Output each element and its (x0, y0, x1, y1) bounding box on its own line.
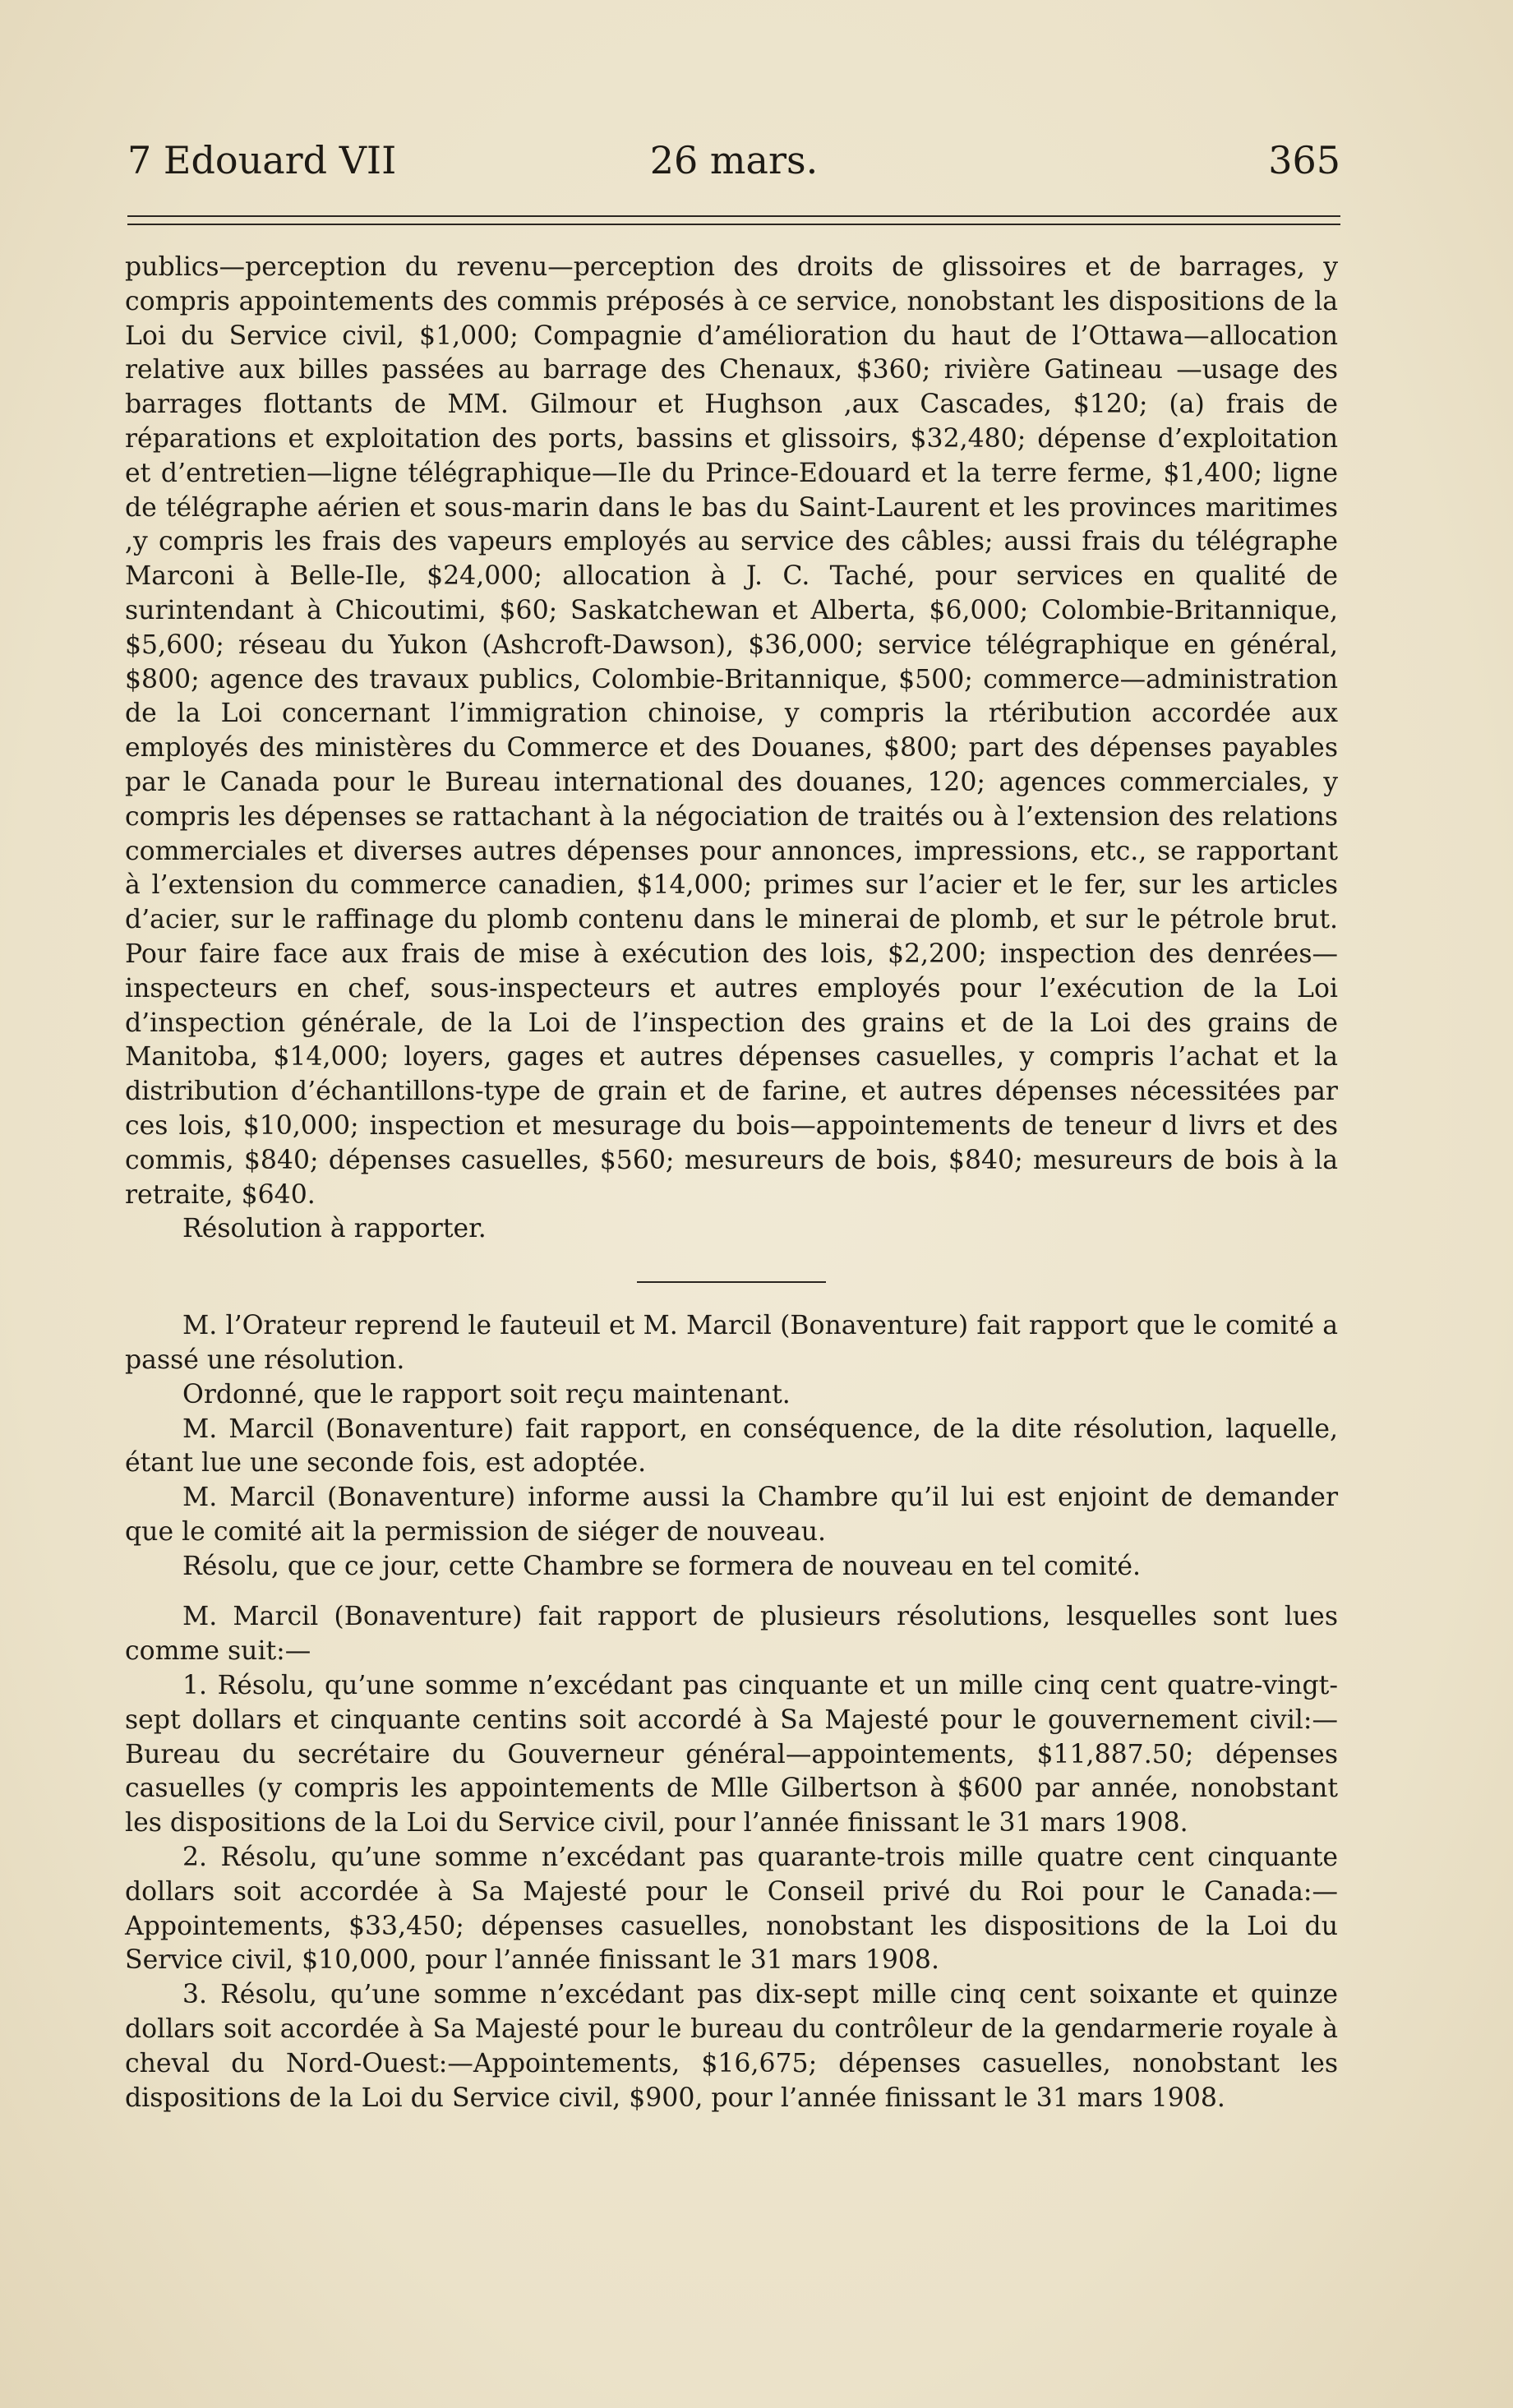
page-body (125, 251, 1338, 2115)
header-regnal-year: 7 Edouard VII (127, 138, 397, 182)
section-divider (637, 1281, 826, 1283)
page-number: 365 (1268, 138, 1340, 182)
paragraph-resolution-2: 2. Résolu, qu’une somme n’excédant pas quarante-trois mille quatre cent cinquante dollars soit accordée à Sa Majesté pour le Conseil privé du Roi pour le Canada:—Appointements, $33,450; dépenses casuelles, nonobstant les dispositions de la Loi du Service civil, $10,000, pour l’année finissant le 31 mars 1908. (125, 1843, 1338, 1976)
header-date: 26 mars. (649, 138, 819, 182)
paragraph-resolution-to-report: Résolution à rapporter. (182, 1214, 487, 1244)
paragraph-ordered: Ordonné, que le rapport soit reçu maintenant. (182, 1379, 791, 1409)
paragraph-several-resolutions: M. Marcil (Bonaventure) fait rapport de plusieurs résolutions, lesquelles sont lues comme suit:— (125, 1602, 1338, 1667)
paragraph-resolved-committee: Résolu, que ce jour, cette Chambre se formera de nouveau en tel comité. (182, 1551, 1142, 1581)
paragraph-leave-to-sit: M. Marcil (Bonaventure) informe aussi la Chambre qu’il lui est enjoint de demander que le comité ait la permission de siéger de nouveau. (125, 1483, 1338, 1547)
page-header (127, 131, 1340, 189)
paragraph-resolution-1: 1. Résolu, qu’une somme n’excédant pas cinquante et un mille cinq cent quatre-vingt-sept dollars et cinquante centins soit accordé à Sa Majesté pour le gouvernement civil:—Bureau du secrétaire du Gouverneur général—appointements, $11,887.50; dépenses casuelles (y compris les appointements de Mlle Gilbertson à $600 par année, nonobstant les dispositions de la Loi du Service civil, pour l’année finissant le 31 mars 1908. (125, 1671, 1338, 1838)
paragraph-speaker-resumes: M. l’Orateur reprend le fauteuil et M. Marcil (Bonaventure) fait rapport que le comité a passé une résolution. (125, 1311, 1338, 1375)
header-double-rule (127, 215, 1340, 225)
paragraph-continued-estimates: publics—perception du revenu—perception des droits de glissoires et de barrages, y compris appointements des commis préposés à ce service, nonobstant les dispositions de la Loi du Service civil, $1,000; Compagnie d’amélioration du haut de l’Ottawa—allocation relative aux billes passées au barrage des Chenaux, $360; rivière Gatineau —usage des barrages flottants de MM. Gilmour et Hughson ,aux Cascades, $120; (a) frais de réparations et exploitation des ports, bassins et glissoirs, $32,480; dépense d’exploitation et d’entretien—ligne télégraphique—Ile du Prince-Edouard et la terre ferme, $1,400; ligne de télégraphe aérien et sous-marin dans le bas du Saint-Laurent et les provinces maritimes ,y compris les frais des vapeurs employés au service des câbles; aussi frais du télégraphe Marconi à Belle-Ile, $24,000; allocation à J. C. Taché, pour services en qualité de surintendant à Chicoutimi, $60; Saskatchewan et Alberta, $6,000; Colombie-Britannique, $5,600; réseau du Yukon (Ashcroft-Dawson), $36,000; service télégraphique en général, $800; agence des travaux publics, Colombie-Britannique, $500; commerce—administration de la Loi concernant l’immigration chinoise, y compris la rtéribution accordée aux employés des ministères du Commerce et des Douanes, $800; part des dépenses payables par le Canada pour le Bureau international des douanes, 120; agences commerciales, y compris les dépenses se rattachant à la négociation de traités ou à l’extension des relations commerciales et diverses autres dépenses pour annonces, impressions, etc., se rapportant à l’extension du commerce canadien, $14,000; primes sur l’acier et le fer, sur les articles d’acier, sur le raffinage du plomb contenu dans le minerai de plomb, et sur le pétrole brut. Pour faire face aux frais de mise à exécution des lois, $2,200; inspection des denrées—inspecteurs en chef, sous-inspecteurs et autres employés pour l’exécution de la Loi d’inspection générale, de la Loi de l’inspection des grains et de la Loi des grains de Manitoba, $14,000; loyers, gages et autres dépenses casuelles, y compris l’achat et la distribution d’échantillons-type de grain et de farine, et autres dépenses nécessitées par ces lois, $10,000; inspection et mesurage du bois—appointements de teneur d livrs et des commis, $840; dépenses casuelles, $560; mesureurs de bois, $840; mesureurs de bois à la retraite, $640. (125, 252, 1338, 1210)
paragraph-report-adopted: M. Marcil (Bonaventure) fait rapport, en conséquence, de la dite résolution, laquelle, étant lue une seconde fois, est adoptée. (125, 1414, 1338, 1478)
paragraph-resolution-3: 3. Résolu, qu’une somme n’excédant pas dix-sept mille cinq cent soixante et quinze dollars soit accordée à Sa Majesté pour le bureau du contrôleur de la gendarmerie royale à cheval du Nord-Ouest:—Appointements, $16,675; dépenses casuelles, nonobstant les dispositions de la Loi du Service civil, $900, pour l’année finissant le 31 mars 1908. (125, 1980, 1338, 2113)
